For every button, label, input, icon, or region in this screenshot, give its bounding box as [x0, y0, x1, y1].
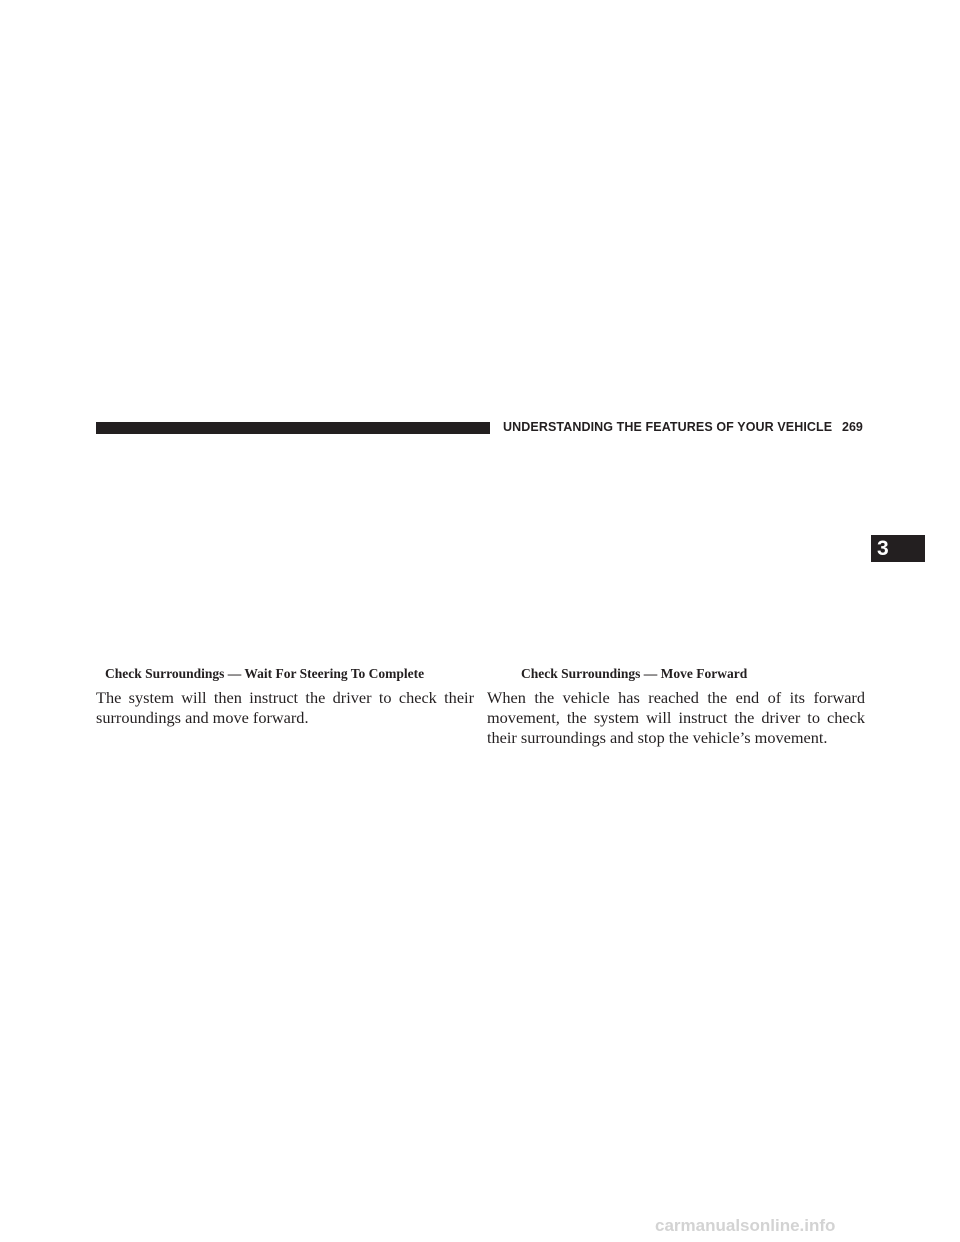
paragraph-left [96, 688, 474, 728]
chapter-tab [871, 535, 925, 562]
paragraph-line: When the vehicle has reached the end of its forward [487, 688, 865, 707]
section-title: UNDERSTANDING THE FEATURES OF YOUR VEHICLE [503, 420, 833, 434]
paragraph-line: The system will then instruct the driver to check their [96, 688, 474, 707]
paragraph-line: movement, the system will instruct the driver to check [487, 708, 865, 727]
chapter-number: 3 [877, 537, 889, 560]
watermark: carmanualsonline.info [655, 1216, 836, 1235]
figure-caption-left: Check Surroundings — Wait For Steering To Complete [105, 666, 425, 681]
header-rule [96, 422, 490, 434]
figure-caption-right: Check Surroundings — Move Forward [521, 666, 748, 681]
paragraph-right [487, 688, 865, 748]
paragraph-line: their surroundings and stop the vehicle’s movement. [487, 728, 828, 747]
paragraph-line: surroundings and move forward. [96, 708, 309, 727]
page-number: 269 [842, 420, 863, 434]
